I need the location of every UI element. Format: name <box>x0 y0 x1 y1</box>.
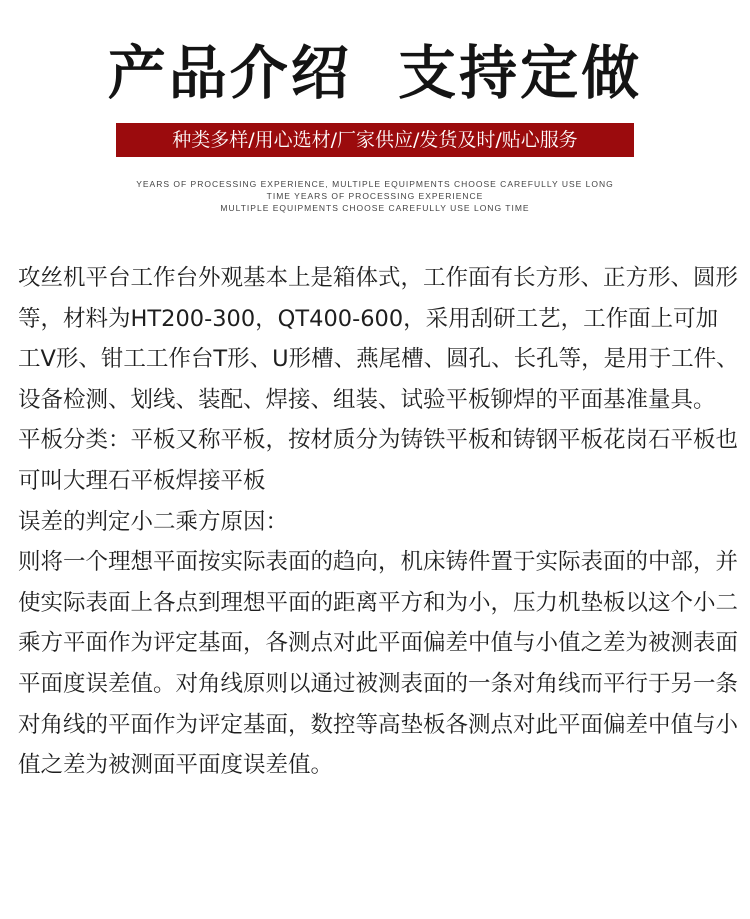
english-line: MULTIPLE EQUIPMENTS CHOOSE CAREFULLY USE LONG TIME <box>220 203 530 213</box>
english-line: TIME YEARS OF PROCESSING EXPERIENCE <box>266 191 484 201</box>
paragraph-error-method: 则将一个理想平面按实际表面的趋向，机床铸件置于实际表面的中部，并使实际表面上各点到理想平面的距离平方和为小，压力机垫板以这个小二乘方平面作为评定基面，各测点对此平面偏差中值与小值之差为被测表面平面度误差值。对角线原则以通过被测表面的一条对角线而平行于另一条对角线的平面作为评定基面，数控等高垫板各测点对此平面偏差中值与小值之差为被测面平面度误差值。 <box>18 549 739 779</box>
feature-banner: 种类多样/用心选材/厂家供应/发货及时/贴心服务 <box>116 123 634 157</box>
english-line: YEARS OF PROCESSING EXPERIENCE, MULTIPLE EQUIPMENTS CHOOSE CAREFULLY USE LONG <box>136 179 614 189</box>
paragraph-classification: 平板分类：平板又称平板，按材质分为铸铁平板和铸钢平板花岗石平板也可叫大理石平板焊接平板 <box>18 427 739 494</box>
english-subtitle <box>0 178 750 214</box>
paragraph-intro: 攻丝机平台工作台外观基本上是箱体式，工作面有长方形、正方形、圆形等，材料为HT200-300，QT400-600，采用刮研工艺，工作面上可加工V形、钳工工作台T形、U形槽、燕尾槽、圆孔、长孔等，是用于工件、设备检测、划线、装配、焊接、组装、试验平板铆焊的平面基准量具。 <box>18 265 739 413</box>
paragraph-error-heading: 误差的判定小二乘方原因： <box>18 508 289 535</box>
product-description <box>18 258 740 786</box>
page-title: 产品介绍 支持定做 <box>107 39 643 107</box>
